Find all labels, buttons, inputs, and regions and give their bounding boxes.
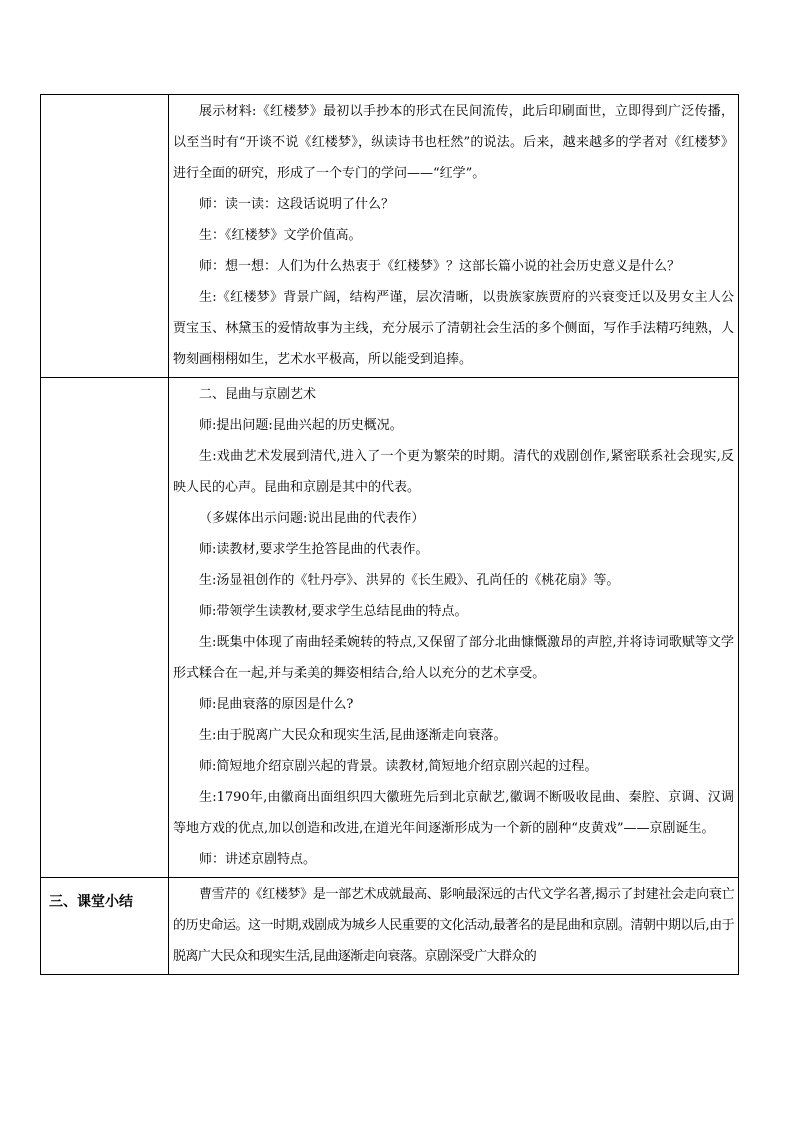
teacher-question: 师:读教材,要求学生抢答昆曲的代表作。 bbox=[199, 542, 429, 557]
summary-text: 曹雪芹的《红楼梦》是一部艺术成就最高、影响最深远的古代文学名著,揭示了封建社会走向衰亡的历史命运。这一时期,戏剧成为城乡人民重要的文化活动,最著名的是昆曲和京剧。清朝中期以后,由于脱离广大民众和现实生活,昆曲逐渐走向衰落。京剧深受广大群众的 bbox=[173, 887, 734, 964]
lesson-plan-table bbox=[40, 94, 739, 975]
teacher-question: 师:简短地介绍京剧兴起的背景。读教材,简短地介绍京剧兴起的过程。 bbox=[199, 759, 598, 774]
table-row bbox=[41, 878, 739, 975]
material-paragraph: 展示材料:《红楼梦》最初以手抄本的形式在民间流传，此后印刷面世，立即得到广泛传播，以至当时有“开谈不说《红楼梦》，纵读诗书也枉然”的说法。后来，越来越多的学者对《红楼梦》进行全面的研究，形成了一个专门的学问——“红学”。 bbox=[173, 104, 734, 181]
row-label-empty bbox=[41, 378, 169, 878]
section-heading: 二、昆曲与京剧艺术 bbox=[199, 387, 317, 402]
row-label-empty bbox=[41, 95, 169, 378]
summary-section bbox=[169, 878, 739, 975]
multimedia-question: （多媒体出示问题:说出昆曲的代表作） bbox=[199, 511, 425, 526]
student-answer: 生:戏曲艺术发展到清代,进入了一个更为繁荣的时期。清代的戏剧创作,紧密联系社会现实,反映人民的心声。昆曲和京剧是其中的代表。 bbox=[173, 449, 734, 495]
kunqu-peking-opera-section bbox=[169, 378, 739, 878]
student-answer: 生:汤显祖创作的《牡丹亭》、洪昇的《长生殿》、孔尚任的《桃花扇》等。 bbox=[199, 573, 620, 588]
teacher-question: 师:带领学生读教材,要求学生总结昆曲的特点。 bbox=[199, 604, 468, 619]
student-answer: 生:《红楼梦》背景广阔，结构严谨，层次清晰，以贵族家族贾府的兴衰变迁以及男女主人公贾宝玉、林黛玉的爱情故事为主线，充分展示了清朝社会生活的多个侧面，写作手法精巧纯熟，人物刻画栩栩如生，艺术水平极高，所以能受到追捧。 bbox=[173, 290, 734, 367]
student-answer: 生:由于脱离广大民众和现实生活,昆曲逐渐走向衰落。 bbox=[199, 728, 507, 743]
teacher-question: 师：想一想：人们为什么热衷于《红楼梦》？这部长篇小说的社会历史意义是什么？ bbox=[199, 259, 681, 274]
teacher-question: 师:提出问题:昆曲兴起的历史概况。 bbox=[199, 418, 403, 433]
teacher-question: 师：讲述京剧特点。 bbox=[199, 852, 317, 867]
teacher-question: 师:昆曲衰落的原因是什么? bbox=[199, 697, 354, 712]
red-chamber-section bbox=[169, 95, 739, 378]
summary-label: 三、课堂小结 bbox=[41, 878, 169, 975]
student-answer: 生：《红楼梦》文学价值高。 bbox=[199, 228, 362, 243]
student-answer: 生:既集中体现了南曲轻柔婉转的特点,又保留了部分北曲慷慨激昂的声腔,并将诗词歌赋等文学形式糅合在一起,并与柔美的舞姿相结合,给人以充分的艺术享受。 bbox=[173, 635, 734, 681]
table-row bbox=[41, 378, 739, 878]
table-row bbox=[41, 95, 739, 378]
teacher-question: 师：读一读：这段话说明了什么？ bbox=[199, 197, 395, 212]
student-answer: 生:1790年,由徽商出面组织四大徽班先后到北京献艺,徽调不断吸收昆曲、秦腔、京调、汉调等地方戏的优点,加以创造和改进,在道光年间逐渐形成为一个新的剧种“皮黄戏”——京剧诞生。 bbox=[173, 790, 734, 836]
